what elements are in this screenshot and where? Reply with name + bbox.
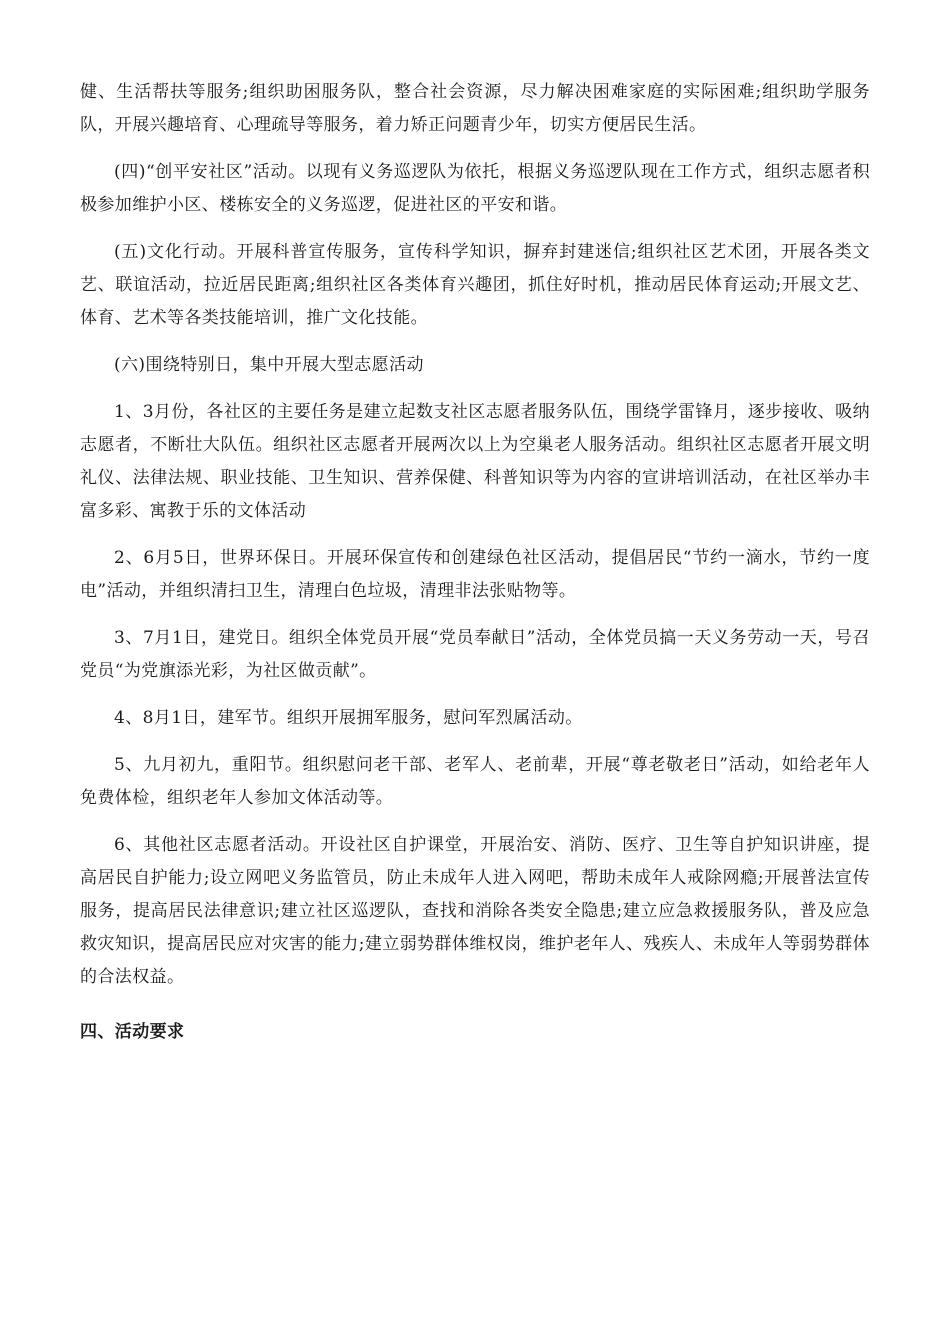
paragraph-item-3: 3、7月1日，建党日。组织全体党员开展“党员奉献日”活动，全体党员搞一天义务劳动一天，号召党员“为党旗添光彩，为社区做贡献”。 [80,628,870,681]
paragraph-special-days: (六)围绕特别日，集中开展大型志愿活动 [114,355,424,375]
paragraph-item-5: 5、九月初九，重阳节。组织慰问老干部、老军人、老前辈，开展“尊老敬老日”活动，如给老年人免费体检，组织老年人参加文体活动等。 [80,755,870,808]
document-page [80,76,870,1049]
paragraph-item-4: 4、8月1日，建军节。组织开展拥军服务，慰问军烈属活动。 [114,708,583,728]
paragraph-culture-action: (五)文化行动。开展科普宣传服务，宣传科学知识，摒弃封建迷信;组织社区艺术团，开展各类文艺、联谊活动，拉近居民距离;组织社区各类体育兴趣团，抓住好时机，推动居民体育运动;开展文艺、体育、艺术等各类技能培训，推广文化技能。 [80,242,870,328]
paragraph-item-6: 6、其他社区志愿者活动。开设社区自护课堂，开展治安、消防、医疗、卫生等自护知识讲座，提高居民自护能力;设立网吧义务监管员，防止未成年人进入网吧，帮助未成年人戒除网瘾;开展普法宣传服务，提高居民法律意识;建立社区巡逻队，查找和消除各类安全隐患;建立应急救援服务队，普及应急救灾知识，提高居民应对灾害的能力;建立弱势群体维权岗，维护老年人、残疾人、未成年人等弱势群体的合法权益。 [80,835,870,987]
paragraph-safe-community: (四)“创平安社区”活动。以现有义务巡逻队为依托，根据义务巡逻队现在工作方式，组织志愿者积极参加维护小区、楼栋安全的义务巡逻，促进社区的平安和谐。 [80,162,870,215]
paragraph-item-1: 1、3月份，各社区的主要任务是建立起数支社区志愿者服务队伍，围绕学雷锋月，逐步接收、吸纳志愿者，不断壮大队伍。组织社区志愿者开展两次以上为空巢老人服务活动。组织社区志愿者开展文明礼仪、法律法规、职业技能、卫生知识、营养保健、科普知识等为内容的宣讲培训活动，在社区举办丰富多彩、寓教于乐的文体活动 [80,402,870,521]
paragraph-continuation: 健、生活帮扶等服务;组织助困服务队，整合社会资源，尽力解决困难家庭的实际困难;组织助学服务队，开展兴趣培育、心理疏导等服务，着力矫正问题青少年，切实方便居民生活。 [80,82,870,135]
paragraph-item-2: 2、6月5日，世界环保日。开展环保宣传和创建绿色社区活动，提倡居民“节约一滴水，节约一度电”活动，并组织清扫卫生，清理白色垃圾，清理非法张贴物等。 [80,548,870,601]
section-heading: 四、活动要求 [80,1022,185,1042]
